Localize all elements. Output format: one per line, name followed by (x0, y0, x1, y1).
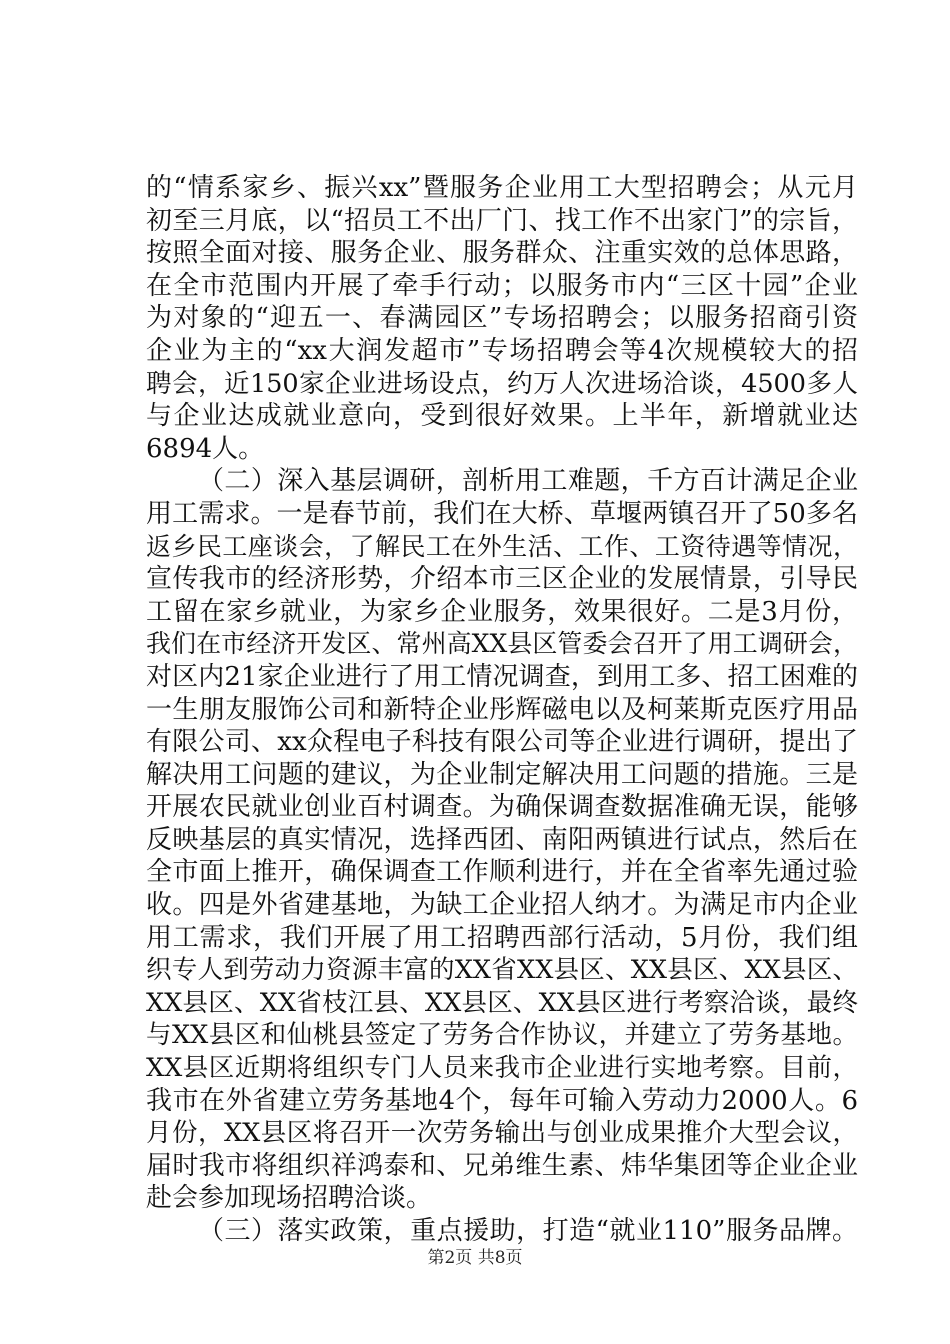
section-heading-line: （二）深入基层调研，剖析用工难题，千方百计满足企业 (198, 466, 858, 497)
text-line: 的“情系家乡、振兴xx”暨服务企业用工大型招聘会；从元月 (146, 173, 858, 203)
text-line: 有限公司、xx众程电子科技有限公司等企业进行调研，提出了 (146, 727, 858, 758)
text-line: 收。四是外省建基地，为缺工企业招人纳才。为满足市内企业 (146, 890, 858, 921)
section-heading-line: （三）落实政策，重点援助，打造“就业110”服务品牌。 (198, 1216, 858, 1246)
text-line: 我们在市经济开发区、常州高XX县区管委会召开了用工调研会， (146, 629, 858, 659)
text-line: 6894人。 (146, 433, 265, 464)
text-line: 全市面上推开，确保调查工作顺利进行，并在全省率先通过验 (146, 857, 858, 888)
text-line: 对区内21家企业进行了用工情况调查，到用工多、招工困难的 (146, 661, 858, 692)
text-line: 解决用工问题的建议，为企业制定解决用工问题的措施。三是 (146, 759, 858, 790)
text-line: 月份，XX县区将召开一次劳务输出与创业成果推介大型会议， (146, 1118, 858, 1149)
text-line: 在全市范围内开展了牵手行动；以服务市内“三区十园”企业 (146, 270, 858, 301)
text-line: XX县区近期将组织专门人员来我市企业进行实地考察。目前， (146, 1053, 858, 1084)
text-line: 企业为主的“xx大润发超市”专场招聘会等4次规模较大的招 (146, 335, 858, 366)
text-line: 赴会参加现场招聘洽谈。 (146, 1183, 433, 1214)
text-line: 反映基层的真实情况，选择西团、南阳两镇进行试点，然后在 (146, 824, 858, 855)
text-line: 为对象的“迎五一、春满园区”专场招聘会；以服务招商引资 (146, 303, 858, 334)
text-line: 与XX县区和仙桃县签定了劳务合作协议，并建立了劳务基地。 (146, 1020, 858, 1051)
text-line: 届时我市将组织祥鸿泰和、兄弟维生素、炜华集团等企业企业 (146, 1150, 858, 1181)
text-line: 宣传我市的经济形势，介绍本市三区企业的发展情景，引导民 (146, 564, 858, 595)
text-line: 开展农民就业创业百村调查。为确保调查数据准确无误，能够 (146, 792, 858, 823)
text-line: 与企业达成就业意向，受到很好效果。上半年，新增就业达 (146, 401, 858, 432)
text-line: 按照全面对接、服务企业、服务群众、注重实效的总体思路， (146, 238, 858, 269)
text-line: XX县区、XX省枝江县、XX县区、XX县区进行考察洽谈，最终 (146, 987, 858, 1018)
body-text (146, 172, 858, 1248)
text-line: 初至三月底，以“招员工不出厂门、找工作不出家门”的宗旨， (146, 205, 858, 236)
text-line: 我市在外省建立劳务基地4个，每年可输入劳动力2000人。6 (146, 1085, 858, 1116)
text-line: 聘会，近150家企业进场设点，约万人次进场洽谈，4500多人 (146, 368, 858, 399)
page-footer: 第2页 共8页 (427, 1248, 523, 1268)
text-line: 工留在家乡就业，为家乡企业服务，效果很好。二是3月份， (146, 596, 858, 627)
text-line: 用工需求，我们开展了用工招聘西部行活动，5月份，我们组 (146, 922, 858, 953)
text-line: 返乡民工座谈会，了解民工在外生活、工作、工资待遇等情况， (146, 531, 858, 561)
text-line: 用工需求。一是春节前，我们在大桥、草堰两镇召开了50多名 (146, 498, 858, 529)
text-line: 织专人到劳动力资源丰富的XX省XX县区、XX县区、XX县区、 (146, 955, 858, 986)
text-line: 一生朋友服饰公司和新特企业彤辉磁电以及柯莱斯克医疗用品 (146, 694, 858, 725)
